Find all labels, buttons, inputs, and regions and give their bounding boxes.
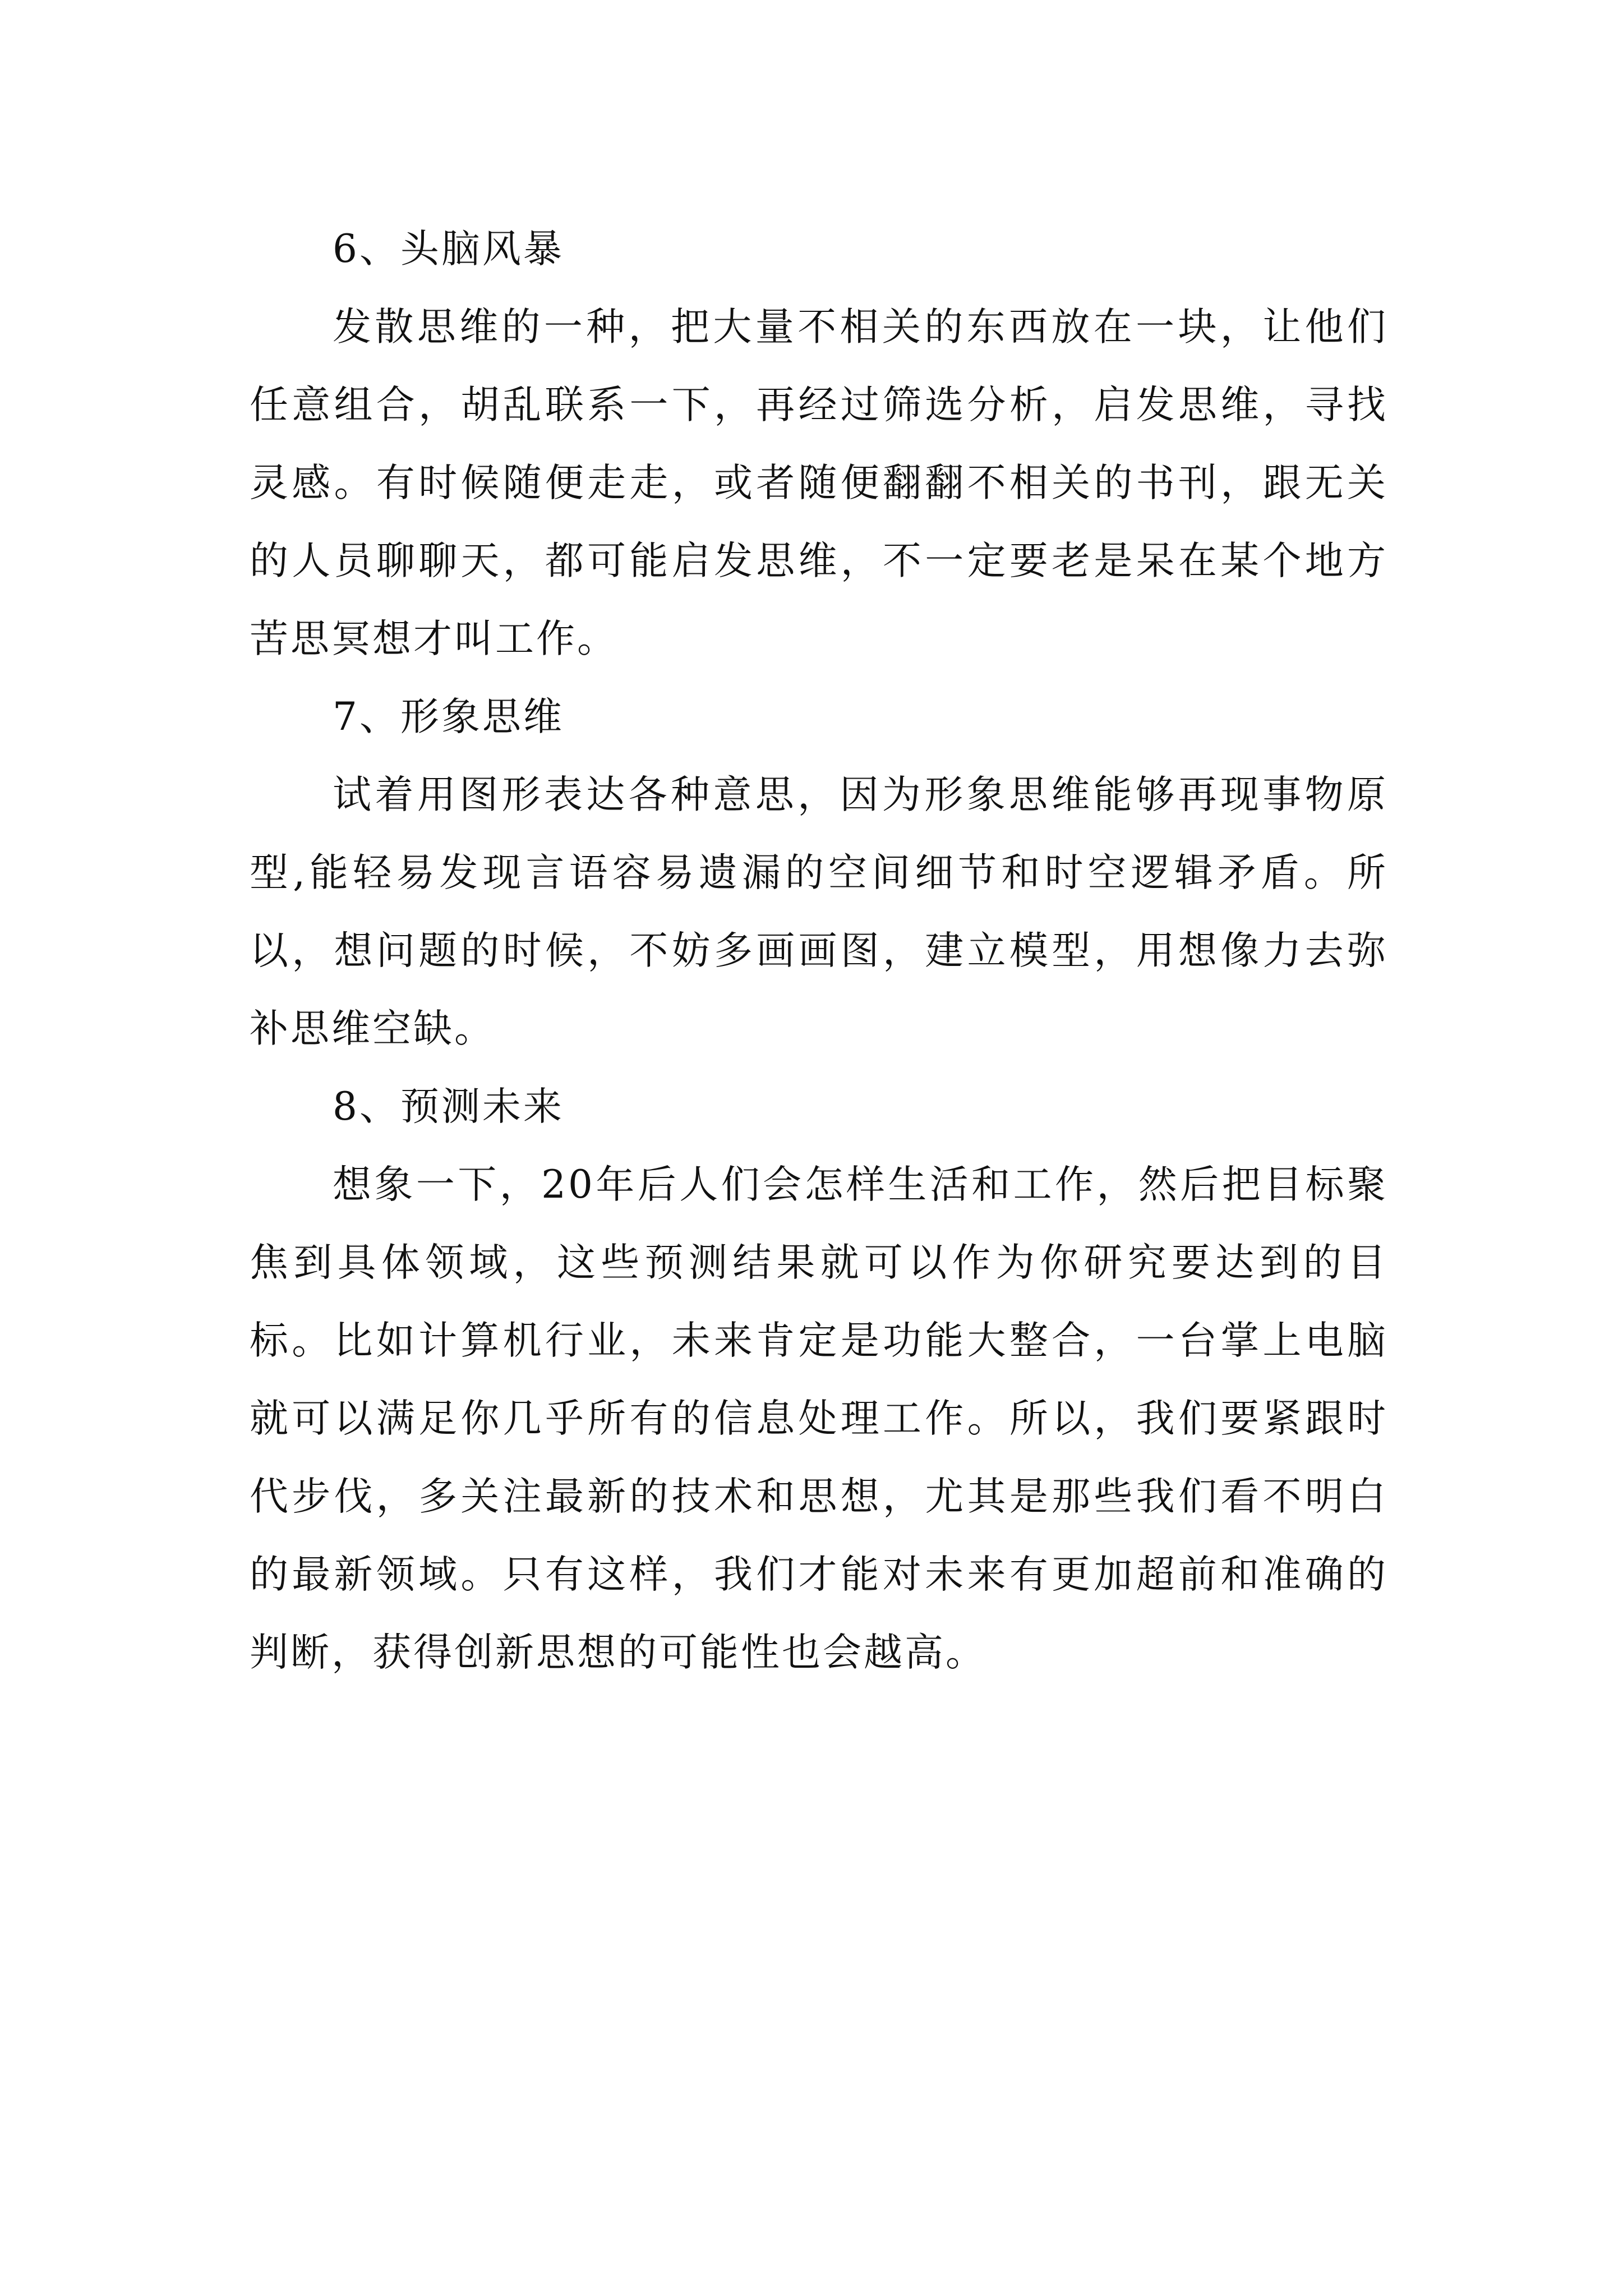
section-paragraph-7: 试着用图形表达各种意思，因为形象思维能够再现事物原型,能轻易发现言语容易遗漏的空间细节和时空逻辑矛盾。所以，想问题的时候，不妨多画画图，建立模型，用想像力去弥补思维空缺。: [250, 772, 1388, 1051]
document-body: [250, 210, 1388, 1692]
section-heading-7: 7、形象思维: [333, 694, 564, 739]
section-paragraph-8: 想象一下，20年后人们会怎样生活和工作，然后把目标聚焦到具体领域，这些预测结果就可以作为你研究要达到的目标。比如计算机行业，未来肯定是功能大整合，一台掌上电脑就可以满足你几乎所有的信息处理工作。所以，我们要紧跟时代步伐，多关注最新的技术和思想，尤其是那些我们看不明白的最新领域。只有这样，我们才能对未来有更加超前和准确的判断，获得创新思想的可能性也会越高。: [250, 1162, 1388, 1675]
section-heading-6: 6、头脑风暴: [333, 227, 564, 272]
section-heading-8: 8、预测未来: [333, 1084, 564, 1129]
section-paragraph-6: 发散思维的一种，把大量不相关的东西放在一块，让他们任意组合，胡乱联系一下，再经过筛选分析，启发思维，寻找灵感。有时候随便走走，或者随便翻翻不相关的书刊，跟无关的人员聊聊天，都可能启发思维，不一定要老是呆在某个地方苦思冥想才叫工作。: [250, 305, 1388, 661]
